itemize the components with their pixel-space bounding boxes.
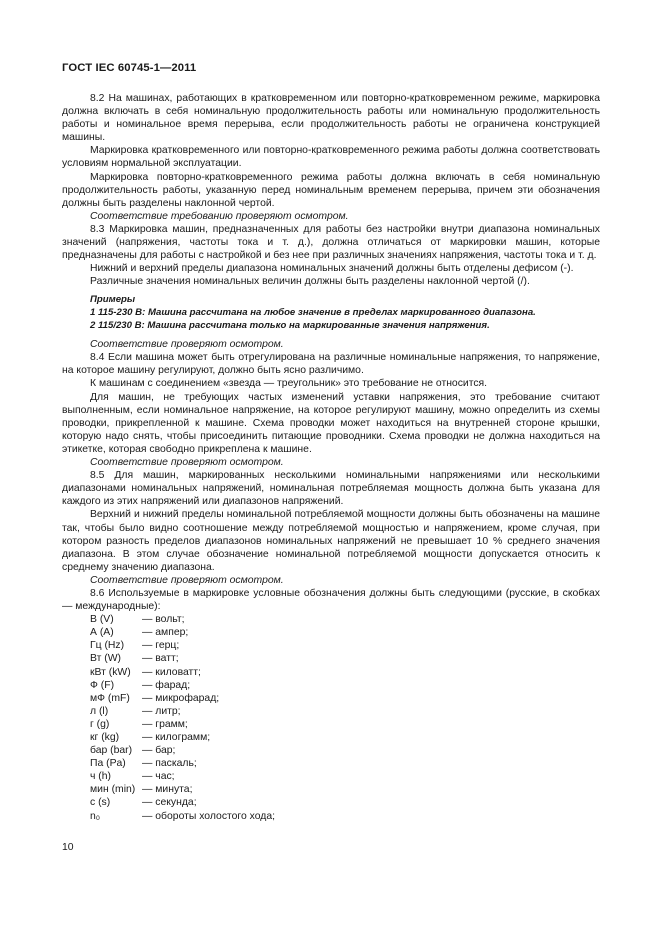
unit-name: — бар; (142, 745, 176, 757)
unit-row (90, 796, 600, 809)
unit-name: — час; (142, 771, 175, 783)
unit-name: — ватт; (142, 653, 179, 665)
unit-symbol: Ф (F) (90, 679, 115, 691)
unit-row (90, 705, 600, 718)
example-line: 2 115/230 В: Машина рассчитана только на маркированные значения напряжения. (90, 319, 490, 331)
unit-symbol: с (s) (90, 797, 111, 809)
unit-name: — литр; (142, 705, 181, 717)
unit-row (90, 679, 600, 692)
paragraph: Соответствие проверяют осмотром. (90, 457, 284, 469)
paragraph: Нижний и верхний пределы диапазона номинальных значений должны быть отделены дефисом (-). (90, 263, 574, 275)
unit-row (90, 731, 600, 744)
unit-symbol: ч (h) (90, 771, 111, 783)
unit-row (90, 718, 600, 731)
document-body (62, 92, 600, 823)
unit-name: — минута; (142, 784, 193, 796)
unit-row (90, 783, 600, 796)
unit-name: — паскаль; (142, 758, 197, 770)
unit-symbol: Вт (W) (90, 653, 121, 665)
units-list (90, 613, 600, 823)
example-line: Примеры (90, 294, 136, 306)
unit-symbol: мин (min) (90, 784, 136, 796)
unit-symbol: Па (Pa) (90, 758, 126, 770)
paragraph: 8.3 Маркировка машин, предназначенных для работы без настройки внутри диапазона номинальных значений (напряжения, частоты тока и т. д.), должна отличаться от маркировки машин, которые предназначены для работы с настройкой и без нее при различных значениях напряжения, частоты тока и т. д. (62, 223, 600, 262)
paragraph: 8.5 Для машин, маркированных несколькими номинальными напряжениями или несколькими диапазонами номинальных напряжений, номинальная потребляемая мощность должна быть указана для каждого из этих напряжений или диапазонов напряжений. (62, 470, 600, 508)
unit-name: — герц; (142, 640, 180, 652)
unit-row (90, 692, 600, 705)
unit-name: — грамм; (142, 718, 188, 730)
unit-row (90, 744, 600, 757)
paragraph: Для машин, не требующих частых изменений уставки напряжения, это требование считают выполненным, если номинальное напряжение, на которое регулируют машину, можно определить из схемы проводки, прикрепленной к машине. Схема проводки может находиться на внутренней стороне крышки, которую надо снять, чтобы присоединить питающие проводники. Схема проводки не должна находиться на этикетке, которая свободно прикреплена к машине. (62, 391, 600, 455)
paragraph: 8.2 На машинах, работающих в кратковременном или повторно-кратковременном режиме, маркировка должна включать в себя номинальную продолжительность работы или номинальную продолжительность работы и номинальное время перерыва, если продолжительность работы не ограничена конструкцией машины. (62, 93, 600, 144)
unit-symbol: А (А) (90, 627, 114, 639)
unit-symbol: л (l) (90, 705, 109, 717)
unit-symbol: кг (kg) (90, 732, 120, 743)
unit-symbol: мФ (mF) (90, 692, 130, 704)
paragraph: Соответствие проверяют осмотром. (90, 574, 284, 586)
unit-name: — ампер; (142, 627, 189, 639)
paragraph: 8.4 Если машина может быть отрегулирована на различные номинальные напряжения, то напряжение, на которое машину регулируют, должно быть ясно различимо. (62, 352, 600, 377)
paragraph: Соответствие проверяют осмотром. (90, 339, 284, 351)
unit-row (90, 810, 600, 823)
paragraph: Различные значения номинальных величин должны быть разделены наклонной чертой (/). (90, 276, 530, 288)
example-line: 1 115-230 В: Машина рассчитана на любое значение в пределах маркированного диапазона. (90, 307, 536, 318)
unit-row (90, 613, 600, 626)
paragraph: 8.6 Используемые в маркировке условные обозначения должны быть следующими (русские, в скобках — международные): (62, 587, 600, 613)
unit-row (90, 626, 600, 639)
unit-name: — вольт; (142, 614, 185, 626)
unit-symbol: кВт (kW) (90, 666, 131, 678)
unit-symbol: г (g) (90, 718, 110, 730)
unit-row (90, 666, 600, 679)
unit-name: — киловатт; (142, 666, 201, 678)
document-header: ГОСТ IEC 60745-1—2011 (62, 62, 197, 74)
unit-name: — обороты холостого хода; (142, 810, 276, 822)
unit-symbol: Гц (Hz) (90, 640, 125, 652)
unit-name: — килограмм; (142, 732, 211, 743)
unit-symbol: n₀ (90, 810, 101, 822)
paragraphs (62, 92, 600, 613)
unit-name: — микрофарад; (142, 692, 220, 704)
unit-row (90, 639, 600, 652)
unit-row (90, 770, 600, 783)
unit-row (90, 757, 600, 770)
page-number: 10 (62, 842, 74, 853)
unit-symbol: В (V) (90, 614, 114, 626)
paragraph: Верхний и нижний пределы номинальной потребляемой мощности должны быть обозначены на машине так, чтобы было видно соотношение между потребляемой мощностью и напряжением, кроме случая, при котором разность пределов диапазонов номинальных напряжений не превышает 10 % среднего значения диапазона. В этом случае обозначение номинальной потребляемой мощности допускается относить к среднему значению диапазона. (62, 509, 600, 573)
paragraph: К машинам с соединением «звезда — треугольник» это требование не относится. (90, 378, 488, 390)
unit-row (90, 652, 600, 665)
unit-symbol: бар (bar) (90, 745, 133, 757)
paragraph: Маркировка повторно-кратковременного режима работы должна включать в себя номинальную продолжительность работы, указанную перед номинальным временем перерыва, причем эти обозначения должны быть разделены наклонной чертой. (62, 171, 600, 209)
paragraph: Маркировка кратковременного или повторно-кратковременного режима работы должна соответствовать условиям нормальной эксплуатации. (62, 145, 600, 170)
paragraph: Соответствие требованию проверяют осмотром. (90, 210, 349, 222)
unit-name: — фарад; (142, 679, 191, 691)
unit-name: — секунда; (142, 797, 197, 809)
